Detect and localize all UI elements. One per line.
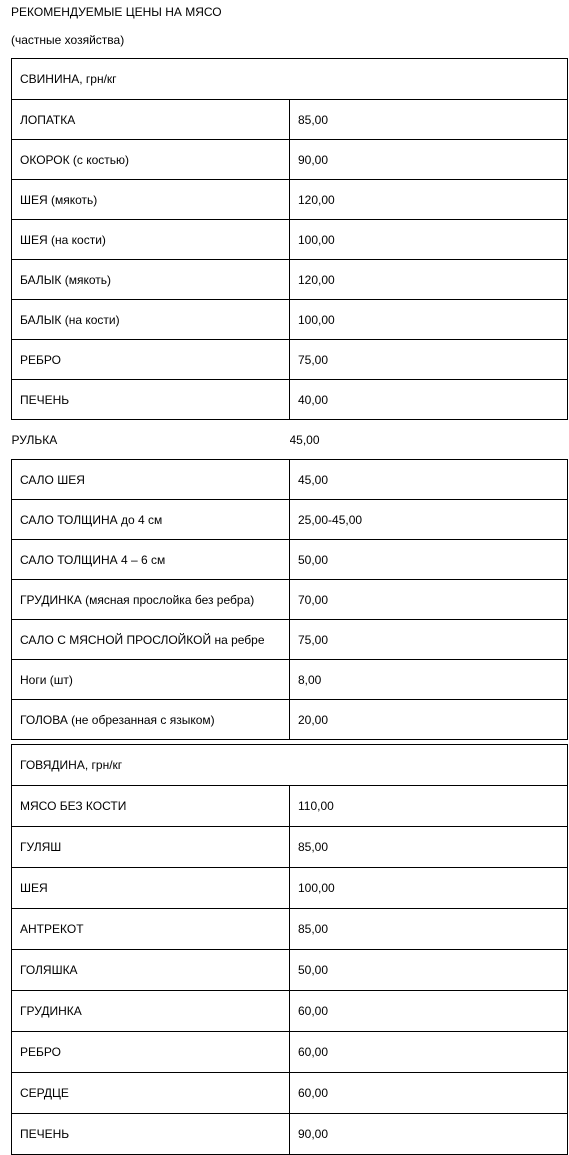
table-row [12,180,568,220]
item-name: ГРУДИНКА [12,991,290,1032]
table-row [12,540,568,580]
item-name: Ноги (шт) [12,660,290,700]
item-price: 25,00-45,00 [290,500,568,540]
table-row [12,140,568,180]
item-price: 60,00 [290,1073,568,1114]
item-price: 20,00 [290,700,568,740]
table-row [12,500,568,540]
pork-section-header: СВИНИНА, грн/кг [12,59,568,100]
item-name: САЛО С МЯСНОЙ ПРОСЛОЙКОЙ на ребре [12,620,290,660]
table-row [12,340,568,380]
page-subtitle: (частные хозяйства) [11,33,125,47]
item-price: 45,00 [290,460,568,500]
table-row [12,220,568,260]
item-name: САЛО ТОЛЩИНА до 4 см [12,500,290,540]
table-row [12,909,568,950]
item-name: САЛО ШЕЯ [12,460,290,500]
table-row [12,460,568,500]
item-name: РЕБРО [12,340,290,380]
table-row [12,700,568,740]
table-row-unbordered [12,420,568,460]
item-price: 85,00 [290,909,568,950]
item-name: БАЛЫК (на кости) [12,300,290,340]
table-row [12,580,568,620]
item-name: ШЕЯ (на кости) [12,220,290,260]
item-price: 75,00 [290,340,568,380]
item-name: РУЛЬКА [11,432,58,447]
item-name: ОКОРОК (с костью) [12,140,290,180]
item-name: МЯСО БЕЗ КОСТИ [12,786,290,827]
table-row [12,786,568,827]
item-price: 100,00 [290,220,568,260]
item-price: 75,00 [290,620,568,660]
item-price: 40,00 [290,380,568,420]
item-name: СЕРДЦЕ [12,1073,290,1114]
item-price: 90,00 [290,140,568,180]
item-price: 60,00 [290,1032,568,1073]
item-name: АНТРЕКОТ [12,909,290,950]
table-row [12,620,568,660]
beef-section-header-row [12,745,568,786]
item-price: 60,00 [290,991,568,1032]
table-row [12,950,568,991]
item-price: 45,00 [289,432,320,447]
pork-section-header-row [12,59,568,100]
item-price: 120,00 [290,180,568,220]
item-name: ГРУДИНКА (мясная прослойка без ребра) [12,580,290,620]
item-price: 85,00 [290,827,568,868]
table-row [12,1114,568,1155]
table-row [12,660,568,700]
table-row [12,991,568,1032]
item-name: БАЛЫК (мякоть) [12,260,290,300]
item-name: ГУЛЯШ [12,827,290,868]
item-price: 50,00 [290,950,568,991]
pork-price-table [11,58,568,740]
item-name: ГОЛЯШКА [12,950,290,991]
item-price: 70,00 [290,580,568,620]
table-row [12,827,568,868]
item-price: 8,00 [290,660,568,700]
item-price: 85,00 [290,100,568,140]
item-name: ШЕЯ (мякоть) [12,180,290,220]
table-row [12,1032,568,1073]
item-name: РЕБРО [12,1032,290,1073]
item-price: 100,00 [290,868,568,909]
beef-section-header: ГОВЯДИНА, грн/кг [12,745,568,786]
item-price: 110,00 [290,786,568,827]
table-row [12,868,568,909]
item-name: ШЕЯ [12,868,290,909]
item-price: 50,00 [290,540,568,580]
table-row [12,380,568,420]
table-row [12,100,568,140]
table-row [12,1073,568,1114]
item-price: 90,00 [290,1114,568,1155]
item-price: 120,00 [290,260,568,300]
item-price: 100,00 [290,300,568,340]
item-name: ГОЛОВА (не обрезанная с языком) [12,700,290,740]
item-name: ПЕЧЕНЬ [12,1114,290,1155]
table-row [12,260,568,300]
item-name: ЛОПАТКА [12,100,290,140]
page-title: РЕКОМЕНДУЕМЫЕ ЦЕНЫ НА МЯСО [11,5,222,19]
table-row [12,300,568,340]
item-name: САЛО ТОЛЩИНА 4 – 6 см [12,540,290,580]
item-name: ПЕЧЕНЬ [12,380,290,420]
beef-price-table [11,744,568,1155]
